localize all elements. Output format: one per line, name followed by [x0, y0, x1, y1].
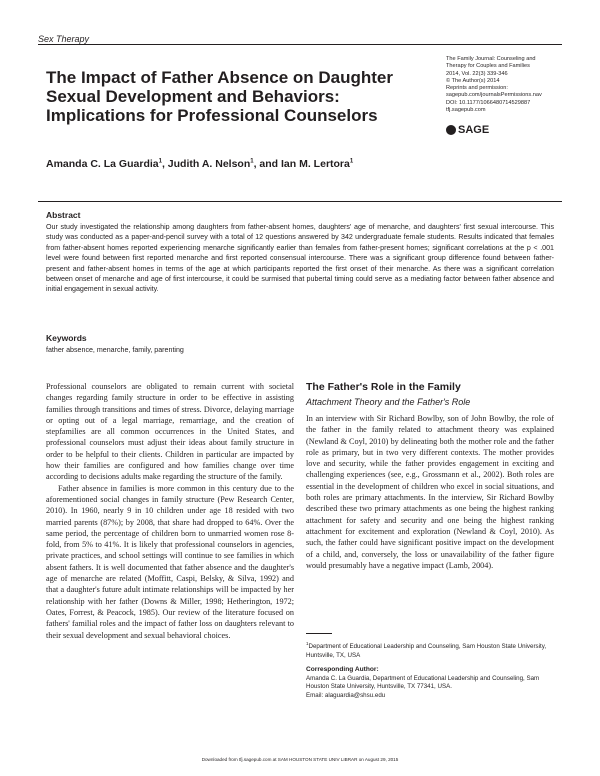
author-name: Judith A. Nelson	[167, 158, 251, 170]
footnote-rule	[306, 633, 332, 634]
journal-info-line: tfj.sagepub.com	[446, 107, 486, 114]
body-paragraph: Father absence in families is more common in this century due to the aforementioned social changes in family structure (Pew Research Center, 2010). In 1960, nearly 9 in 10 children under age 18 resided with two married parents (87%); by 2008, that share had dropped to 64%. Over the same period, the percentage of children born to unmarried women rose 8-fold, from 5% to 41%. It is likely that professional counselors in agencies, private practices, and school settings will continue to see families in which absent fathers. It is well documented that father absence and the daughter's age of menarche are related (Moffitt, Caspi, Belsky, & Silva, 1992) and that a daughter's future adult intimate relationships will be impacted by her relationship with her father (Downs & Miller, 1998; Hetherington, 1972; Oates, Forrest, & Peacock, 1985). Our review of the literature focused on fathers' familial roles and the impact of father loss on daughters relevant to their sexual development and sexual behavioral choices.	[46, 483, 294, 640]
body-paragraph: Professional counselors are obligated to remain current with societal changes regarding family structure in order to be effective in assisting families through transitions and times of stress. Divorce, delaying marriage or opting out of a legal marriage, remarriage, and the creation of stepfamilies are all common occurrences in the United States, and professional counselors must adjust their ideas about family structure in order to be helpful to their clients. Children in particular are impacted by how their families are configured and how families change over time according to decisions adults make regarding the structure of the family.	[46, 382, 294, 482]
sage-logo-text: SAGE	[458, 124, 490, 136]
section-heading: The Father's Role in the Family	[306, 381, 461, 393]
header-rule	[38, 44, 562, 45]
body-right-column	[306, 381, 554, 571]
author-list	[46, 158, 353, 170]
footnotes	[306, 633, 556, 700]
author-name: Ian M. Lertora	[281, 158, 350, 170]
author-affiliation-mark: 1	[349, 158, 354, 165]
subsection-heading: Attachment Theory and the Father's Role	[306, 397, 471, 407]
download-note: Downloaded from tfj.sagepub.com at SAM HOUSTON STATE UNIV LIBRAR on August 29, 2015	[201, 757, 399, 762]
affiliation-footnote	[306, 640, 556, 660]
article-title: The Impact of Father Absence on Daughter Sexual Development and Behaviors: Implications for Professional Counselors	[46, 68, 393, 125]
affiliation-text: Department of Educational Leadership and Counseling, Sam Houston State University, Huntsville, TX, USA	[306, 643, 547, 659]
journal-info-line: © The Author(s) 2014	[446, 77, 500, 84]
author-separator: , and	[253, 158, 282, 170]
author-affiliation-mark: 1	[250, 158, 254, 165]
journal-info	[446, 56, 566, 114]
journal-info-line: DOI: 10.1177/1066480714529887	[446, 99, 531, 106]
corresponding-text: Amanda C. La Guardia, Department of Educational Leadership and Counseling, Sam Houston State University, Huntsville, TX 77341, USA.	[306, 674, 540, 691]
section-label: Sex Therapy	[38, 34, 90, 44]
body-paragraph: In an interview with Sir Richard Bowlby, son of John Bowlby, the role of the father in the family related to attachment theory was explained (Newland & Coyl, 2010) by delineating both the mother role and the father role as primary, but in two very different contexts. The mother provides love and security, while the father provides engagement in exciting and challenging experiences (see, e.g., Grossmann et al., 2002). Both roles are essential in the development of children who excel in social situations, and both roles are primary attachments. In the interview, Sir Richard Bowlby described these two primary attachments as one being the highest ranking attachment for safety and security and one being the highest ranking attachment for excitement and exploration (Newland & Coyl, 2010). As such, the father could have significant positive impact on the development of a child, and, conversely, the loss or unavailability of the father figure would presumably have a negative impact (Lamb, 2004).	[306, 414, 554, 570]
journal-info-line: The Family Journal: Counseling and	[446, 56, 536, 62]
journal-info-line: Therapy for Couples and Families	[446, 63, 530, 70]
journal-info-line: sagepub.com/journalsPermissions.nav	[446, 92, 542, 99]
author-separator: ,	[161, 158, 168, 170]
author-name: Amanda C. La Guardia	[46, 158, 159, 170]
journal-info-line: Reprints and permission:	[446, 85, 508, 92]
corresponding-email: Email: alaguardia@shsu.edu	[306, 691, 386, 699]
corresponding-heading: Corresponding Author:	[306, 666, 379, 674]
abstract-text: Our study investigated the relationship among daughters from father-absent homes, daughters' age of menarche, and daughters' first sexual intercourse. This study was conducted as a paper-and-pencil survey with a total of 12 questions answered by 342 undergraduate female students. Results indicated that females from father-absent homes reported experiencing menarche significantly earlier than females from father-present homes; significant correlations at the p < .001 level were found between first reported menarche and first reported consensual intercourse. There was a significant group difference found between father-present and father-absent homes in terms of the age at which participants reported the first onset of their menarche. As there was a significant correlation between onset of menarche and age of first intercourse, it could be surmised that pubertal timing could serve as a mediating factor between father absence and initial engagement in sexual activity.	[46, 223, 554, 294]
author-affiliation-mark: 1	[158, 158, 162, 165]
journal-info-line: 2014, Vol. 22(3) 339-346	[446, 70, 508, 77]
sage-logo-icon	[446, 125, 456, 135]
sage-logo	[446, 124, 489, 136]
body-left-column	[46, 381, 294, 641]
keywords-heading: Keywords	[46, 333, 87, 343]
abstract-heading: Abstract	[46, 210, 81, 220]
abstract-rule	[38, 201, 562, 202]
affiliation-mark: 1	[306, 641, 309, 646]
keywords-text: father absence, menarche, family, parenting	[46, 346, 184, 354]
